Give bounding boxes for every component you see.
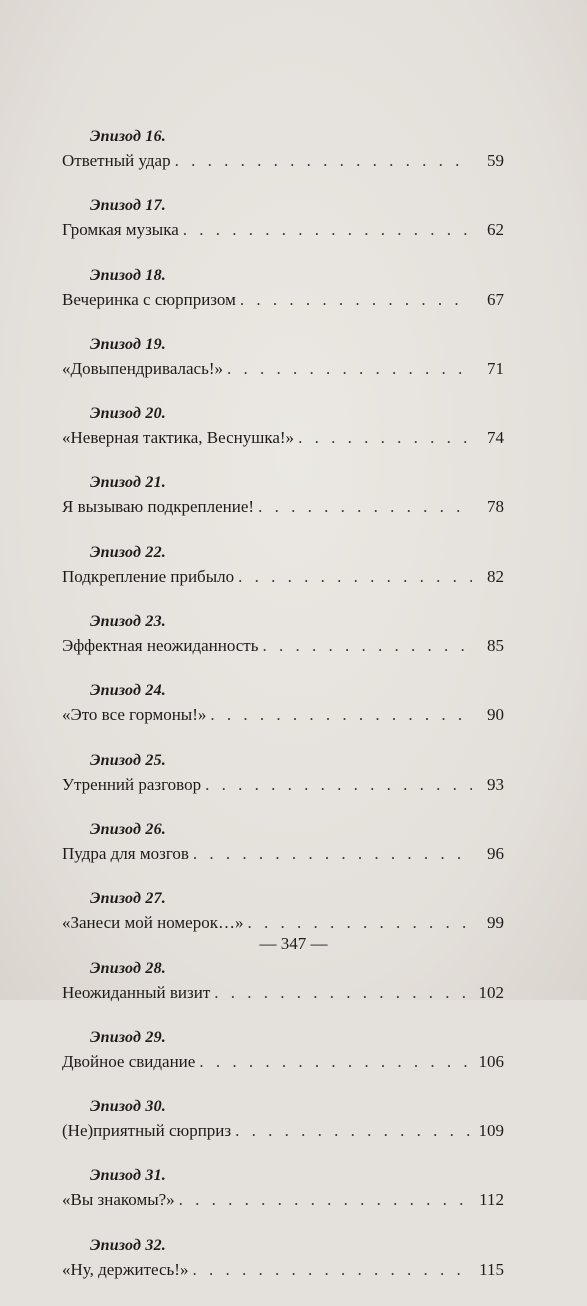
toc-line	[62, 913, 504, 933]
chapter-title: Подкрепление прибыло	[62, 566, 235, 586]
page-number: 74	[487, 428, 504, 448]
leader-dots	[235, 1121, 472, 1141]
chapter-title: Утренний разговор	[62, 774, 202, 794]
chapter-title: Пудра для мозгов	[62, 843, 189, 863]
episode-number: Эпизод 23.	[90, 613, 166, 631]
episode-number: Эпизод 27.	[90, 890, 166, 908]
page-number: 78	[487, 497, 504, 517]
chapter-title: «Ну, держитесь!»	[62, 1259, 189, 1279]
chapter-title: Эффектная неожиданность	[62, 636, 259, 656]
episode-number: Эпизод 31.	[90, 1167, 166, 1185]
page-number: 106	[478, 1051, 504, 1071]
episode-number: Эпизод 25.	[90, 751, 166, 769]
page-number: 90	[487, 705, 504, 725]
page-number: 59	[487, 151, 504, 170]
toc-line	[62, 775, 504, 795]
page-number: 67	[487, 289, 504, 309]
leader-dots	[238, 567, 472, 587]
leader-dots	[179, 1190, 472, 1210]
toc-line	[62, 359, 504, 379]
episode-number: Эпизод 30.	[90, 1098, 166, 1116]
toc-entry	[62, 960, 504, 1029]
toc-entry	[62, 821, 504, 890]
page-number: 112	[479, 1190, 504, 1210]
toc-entry	[62, 1237, 504, 1306]
leader-dots	[258, 497, 472, 517]
leader-dots	[298, 428, 472, 448]
toc-entry	[62, 474, 504, 543]
toc-line	[62, 1190, 504, 1210]
chapter-title: Неожиданный визит	[62, 982, 211, 1002]
leader-dots	[199, 1052, 472, 1072]
episode-number: Эпизод 24.	[90, 682, 166, 700]
chapter-title: «Неверная тактика, Веснушка!»	[62, 428, 295, 448]
chapter-title: Громкая музыка	[62, 220, 179, 240]
toc-line	[62, 1260, 504, 1280]
page-number: 96	[487, 843, 504, 863]
leader-dots	[183, 220, 472, 240]
toc-entry	[62, 682, 504, 751]
episode-number: Эпизод 26.	[90, 820, 166, 838]
toc-entry	[62, 197, 504, 266]
episode-number: Эпизод 21.	[90, 474, 166, 492]
leader-dots	[240, 290, 472, 310]
toc-line	[62, 290, 504, 310]
page-number: 99	[487, 913, 504, 933]
toc-line	[62, 151, 504, 171]
toc-entry	[62, 544, 504, 613]
toc-entry	[62, 128, 504, 197]
leader-dots	[247, 913, 472, 933]
page-number: 109	[478, 1121, 504, 1141]
toc-line	[62, 636, 504, 656]
page-number: 82	[487, 566, 504, 586]
toc-entry	[62, 1029, 504, 1098]
chapter-title: (Не)приятный сюрприз	[62, 1121, 232, 1141]
leader-dots	[193, 844, 472, 864]
leader-dots	[227, 359, 472, 379]
toc-entry	[62, 1167, 504, 1236]
toc-entry	[62, 1098, 504, 1167]
toc-line	[62, 1121, 504, 1141]
chapter-title: Вечеринка с сюрпризом	[62, 289, 236, 309]
toc-entry	[62, 336, 504, 405]
toc-entry	[62, 613, 504, 682]
episode-number: Эпизод 32.	[90, 1236, 166, 1254]
toc-entry	[62, 267, 504, 336]
page-number: 93	[487, 774, 504, 794]
episode-number: Эпизод 29.	[90, 1028, 166, 1046]
chapter-title: «Это все гормоны!»	[62, 705, 207, 725]
chapter-title: Я вызываю подкрепление!	[62, 497, 255, 517]
chapter-title: «Вы знакомы?»	[62, 1190, 175, 1210]
episode-number: Эпизод 28.	[90, 959, 166, 977]
toc-entry	[62, 405, 504, 474]
page-number: 62	[487, 220, 504, 240]
toc-line	[62, 1052, 504, 1072]
episode-number: Эпизод 17.	[90, 197, 166, 215]
toc-entry	[62, 752, 504, 821]
leader-dots	[192, 1260, 472, 1280]
page-folio: — 347 —	[259, 934, 328, 953]
toc-line	[62, 220, 504, 240]
episode-number: Эпизод 16.	[90, 128, 166, 145]
toc-line	[62, 497, 504, 517]
leader-dots	[210, 705, 472, 725]
chapter-title: «Занеси мой номерок…»	[62, 913, 244, 933]
chapter-title: Ответный удар	[62, 151, 171, 170]
table-of-contents	[62, 128, 504, 1306]
toc-line	[62, 428, 504, 448]
page-number: 85	[487, 636, 504, 656]
page-number: 71	[487, 358, 504, 378]
leader-dots	[205, 775, 472, 795]
leader-dots	[262, 636, 472, 656]
episode-number: Эпизод 19.	[90, 335, 166, 353]
episode-number: Эпизод 20.	[90, 405, 166, 423]
leader-dots	[175, 151, 472, 171]
episode-number: Эпизод 18.	[90, 266, 166, 284]
page-number: 115	[479, 1259, 504, 1279]
toc-line	[62, 567, 504, 587]
toc-line	[62, 844, 504, 864]
episode-number: Эпизод 22.	[90, 543, 166, 561]
chapter-title: «Довыпендривалась!»	[62, 358, 224, 378]
page-number: 102	[478, 982, 504, 1002]
chapter-title: Двойное свидание	[62, 1051, 196, 1071]
toc-line	[62, 705, 504, 725]
